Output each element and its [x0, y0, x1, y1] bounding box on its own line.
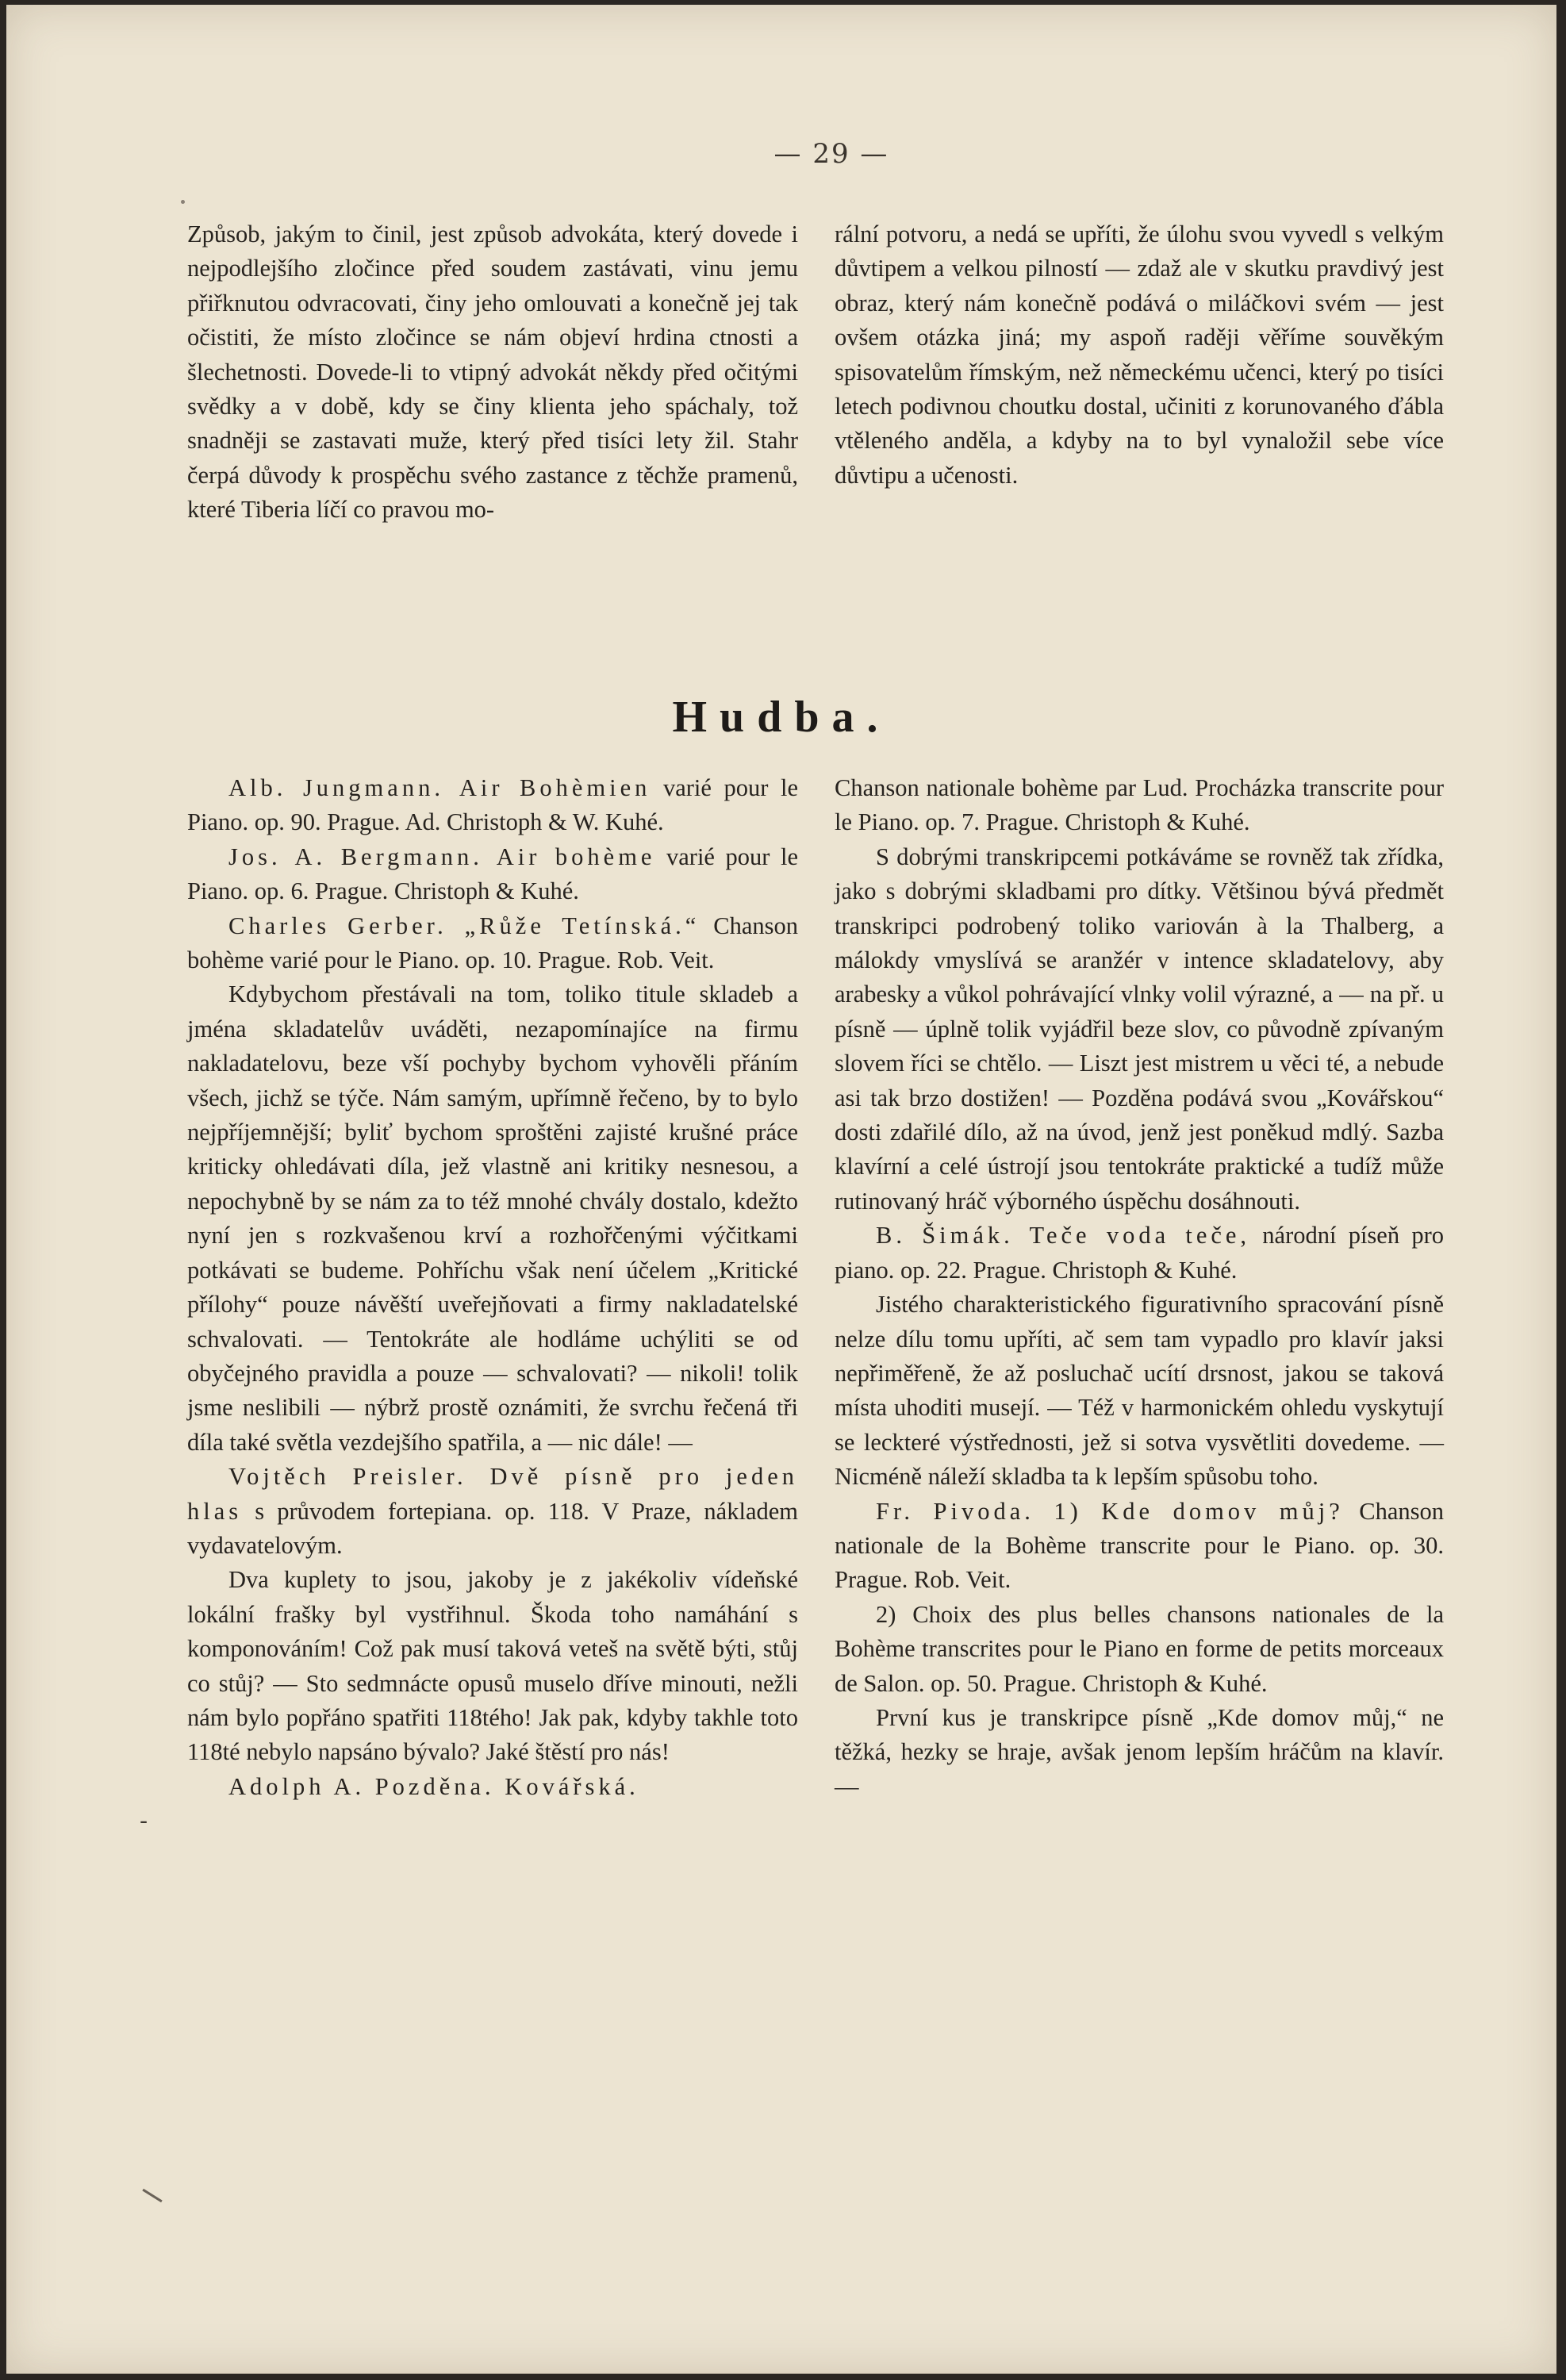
top-right-column: [835, 217, 1444, 493]
paragraph: [187, 840, 798, 909]
entry-text: Dva kuplety to jsou, jakoby je z jakékoliv vídeňské lokální frašky byl vystřihnul. Škoda toho namáhání s komponováním! Což pak musí taková veteš na světě býti, stůj co stůj? — Sto sedmnácte opusů muselo dříve minouti, nežli nám bylo popřáno spatřiti 118tého! Jak pak, kdyby takhle toto 118té nebylo napsáno bývalo? Jaké štěstí pro nás!: [187, 1566, 798, 1766]
paragraph: [187, 909, 798, 978]
paragraph: [187, 771, 798, 840]
right-column: [835, 771, 1444, 1804]
entry-title: Charles Gerber. „Růže Tetínská.“: [228, 912, 700, 939]
paragraph: [187, 977, 798, 1460]
page-number: — 29 —: [773, 138, 889, 170]
entry-title: Jos. A. Bergmann. Air bohème: [228, 843, 656, 870]
section-heading: Hudba.: [672, 693, 891, 742]
paragraph: [835, 1701, 1444, 1804]
paragraph: [835, 1495, 1444, 1598]
entry-title: Adolph A. Pozděna. Kovářská.: [228, 1772, 639, 1800]
entry-title: Alb. Jungmann. Air Bohèmien: [228, 774, 651, 801]
paragraph: [835, 1219, 1444, 1288]
paragraph: [835, 1288, 1444, 1494]
entry-title: Vojtěch Preisler. Dvě písně pro jeden hlas: [187, 1463, 798, 1525]
paragraph: [835, 771, 1444, 840]
entry-title: B. Šimák. Teče voda teče,: [876, 1222, 1251, 1250]
entry-text: Jistého charakteristického figurativního spracování písně nelze dílu tomu upříti, ač sem tam vypadlo pro klavír jaksi nepřiměřeně, že až posluchač ucítí drsnost, jakou se taková místa uhoditi musejí. — Též v harmonickém ohledu vyskytují se leckteré výstřednosti, jež si sotva vysvětliti dovedeme. — Nicméně náleží skladba ta k lepším spůsobu toho.: [835, 1291, 1444, 1491]
left-column: [187, 771, 798, 1804]
entry-text: Chanson bohème varié pour le Piano. op. 10. Prague. Rob. Veit.: [187, 912, 799, 974]
paragraph: [187, 1460, 798, 1563]
entry-text: varié pour le Piano. op. 6. Prague. Christoph & Kuhé.: [187, 843, 798, 905]
margin-mark: -: [140, 1807, 148, 1835]
paragraph: [835, 1598, 1444, 1701]
pencil-stroke: [142, 2189, 162, 2202]
top-left-column: [187, 217, 798, 528]
entry-text: s průvodem fortepiana. op. 118. V Praze, nákladem vydavatelovým.: [187, 1497, 798, 1559]
entry-text: Chanson nationale de la Bohème transcrite pour le Piano. op. 30. Prague. Rob. Veit.: [835, 1497, 1444, 1594]
entry-text: 2) Choix des plus belles chansons nationales de la Bohème transcrites pour le Piano en forme de petits morceaux de Salon. op. 50. Prague. Christoph & Kuhé.: [835, 1600, 1444, 1697]
paragraph: Způsob, jakým to činil, jest způsob advokáta, který dovede i nejpodlejšího zločince před soudem zastávati, vinu jemu přiřknutou odvracovati, činy jeho omlouvati a konečně jej tak očistiti, že místo zločince se nám objeví hrdina ctnosti a šlechetnosti. Dovede-li to vtipný advokát někdy před očitými svědky a v době, kdy se činy klienta jeho spáchaly, tož snadněji se zastavati muže, který před tisíci lety žil. Stahr čerpá důvody k prospěchu svého zastance z těchže pramenů, které Tiberia líčí co pravou mo-: [187, 221, 798, 524]
page: [6, 5, 1556, 2374]
ink-speck: [181, 200, 185, 204]
entry-text: Chanson nationale bohème par Lud. Procházka transcrite pour le Piano. op. 7. Prague. Christoph & Kuhé.: [835, 774, 1444, 836]
paragraph: [187, 1770, 798, 1804]
entry-text: národní píseň pro piano. op. 22. Prague. Christoph & Kuhé.: [835, 1222, 1444, 1284]
paragraph: [835, 840, 1444, 1219]
entry-title: Fr. Pivoda. 1) Kde domov můj?: [876, 1497, 1344, 1525]
paragraph: rální potvoru, a nedá se upříti, že úlohu svou vyvedl s velkým důvtipem a velkou pilností — zdaž ale v skutku pravdivý jest obraz, který nám konečně podává o miláčkovi svém — jest ovšem otázka jiná; my aspoň raději věříme souvěkým spisovatelům římským, než německému učenci, který po tisíci letech podivnou choutku dostal, učiniti z korunovaného ďábla vtěleného anděla, a kdyby na to byl vynaložil sebe více důvtipu a učenosti.: [835, 221, 1444, 489]
paragraph: [187, 1563, 798, 1769]
entry-text: varié pour le Piano. op. 90. Prague. Ad. Christoph & W. Kuhé.: [187, 774, 798, 836]
entry-text: S dobrými transkripcemi potkáváme se rovněž tak zřídka, jako s dobrými skladbami pro dítky. Většinou bývá předmět transkripci podrobený toliko variován à la Thalberg, a málokdy vmyslívá se aranžér v intence skladatelovy, aby arabesky a vůkol pohrávající vlnky volil výrazné, a — na př. u písně — úplně tolik vyjádřil beze slov, co původně zpívaným slovem říci se chtělo. — Liszt jest mistrem u věci té, a nebude asi tak brzo dostižen! — Pozděna podává svou „Kovářskou“ dosti zdařilé dílo, až na úvod, jenž jest poněkud mdlý. Sazba klavírní a celé ústrojí jsou tentokráte praktické a tudíž může rutinovaný hráč výborného úspěchu dosáhnouti.: [835, 843, 1444, 1215]
entry-text: První kus je transkripce písně „Kde domov můj,“ ne těžká, hezky se hraje, avšak jenom lepším hráčům na klavír. —: [835, 1703, 1444, 1800]
entry-text: Kdybychom přestávali na tom, toliko titule skladeb a jména skladatelův uváděti, nezapomínajíce na firmu nakladatelovu, beze vší pochyby bychom vyhověli přáním všech, jichž se týče. Nám samým, upřímně řečeno, by to bylo nejpříjemnější; byliť bychom sproštěni zajisté krušné práce kriticky ohledávati díla, jež vlastně ani kritiky nesnesou, a nepochybně by se nám za to též mnohé chvály dostalo, kdežto nyní jen s rozkvašenou krví a rozhořčenými výčitkami potkávati se budeme. Pohříchu však není účelem „Kritické přílohy“ pouze návěští uveřejňovati a firmy nakladatelské schvalovati. — Tentokráte ale hodláme uchýliti se od obyčejného pravidla a pouze — schvalovati? — nikoli! tolik jsme neslibili — nýbrž prostě oznámiti, že svrchu řečená tři díla také světla vezdejšího spatřila, a — nic dále! —: [187, 981, 798, 1456]
